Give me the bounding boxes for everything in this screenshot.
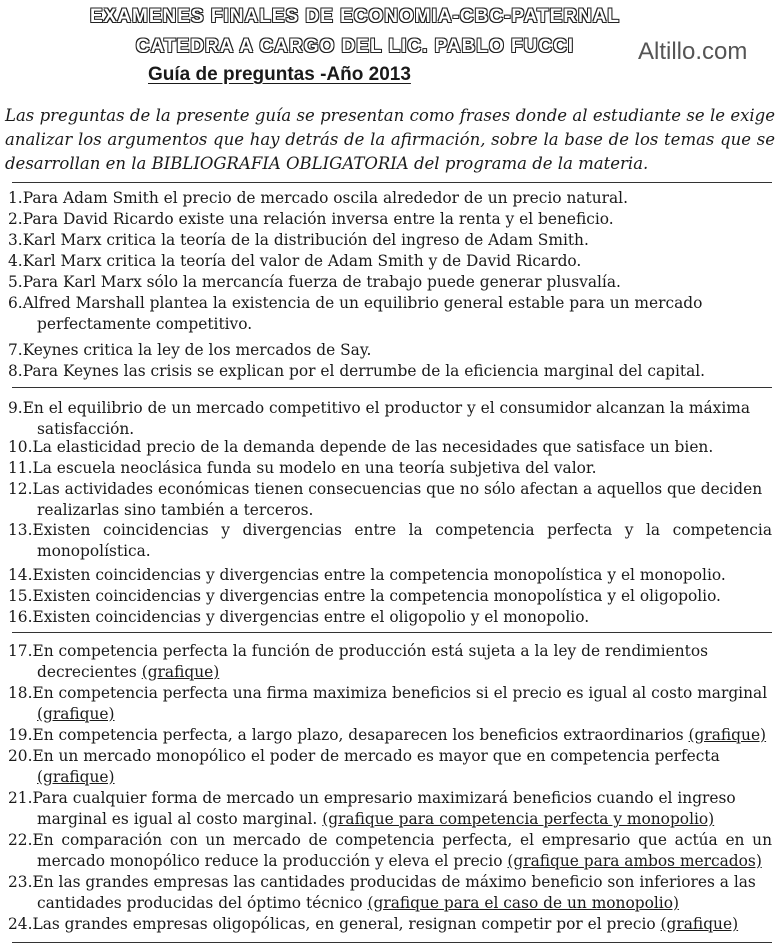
question-continuation (37, 851, 762, 871)
question-item (8, 479, 772, 499)
question-text: Para Adam Smith el precio de mercado oscila alrededor de un precio natural. (22, 189, 628, 207)
question-item (8, 683, 772, 703)
question-text: Existen coincidencias y divergencias entre la competencia monopolística y el oligopolio. (32, 587, 721, 605)
question-item (8, 272, 772, 292)
question-text: La elasticidad precio de la demanda depende de las necesidades que satisface un bien. (32, 438, 714, 456)
question-item (8, 361, 772, 381)
question-continuation (37, 767, 115, 787)
question-number: 7. (8, 341, 23, 359)
question-continuation (37, 314, 252, 334)
question-text: Para Karl Marx sólo la mercancía fuerza de trabajo puede generar plusvalía. (22, 273, 621, 291)
question-number: 6. (8, 294, 23, 312)
divider (12, 387, 772, 388)
question-item (8, 520, 772, 540)
question-text: mercado monopólico reduce la producción y eleva el precio (37, 852, 508, 870)
question-continuation (37, 541, 151, 561)
question-number: 24. (8, 915, 33, 933)
question-item (8, 251, 772, 271)
question-item (8, 437, 772, 457)
graph-instruction: (grafique) (37, 705, 115, 723)
question-item (8, 565, 772, 585)
question-text: monopolística. (37, 542, 151, 560)
question-item (8, 746, 772, 766)
header-title-line2: CATEDRA A CARGO DEL LIC. PABLO FUCCI (135, 36, 575, 57)
question-text: Para cualquier forma de mercado un empresario maximizará beneficios cuando el ingreso (32, 789, 736, 807)
question-text: En un mercado monopólico el poder de mercado es mayor que en competencia perfecta (32, 747, 720, 765)
question-number: 15. (8, 587, 33, 605)
question-item (8, 458, 772, 478)
question-text: perfectamente competitivo. (37, 315, 253, 333)
question-item (8, 293, 772, 313)
question-text: marginal es igual al costo marginal. (37, 810, 323, 828)
question-text: realizarlas sino también a terceros. (37, 501, 314, 519)
question-text: satisfacción. (37, 420, 135, 438)
question-number: 4. (8, 252, 23, 270)
question-number: 5. (8, 273, 23, 291)
question-text: Las actividades económicas tienen consecuencias que no sólo afectan a aquellos que deciden (32, 480, 763, 498)
question-number: 19. (8, 726, 33, 744)
question-item (8, 209, 772, 229)
question-text: En comparación con un mercado de competencia perfecta, el empresario que actúa en un (32, 831, 772, 849)
question-number: 17. (8, 642, 33, 660)
question-continuation (37, 419, 134, 439)
question-continuation (37, 704, 115, 724)
question-number: 10. (8, 438, 33, 456)
question-number: 14. (8, 566, 33, 584)
question-continuation (37, 809, 714, 829)
question-continuation (37, 893, 679, 913)
graph-instruction: (grafique) (660, 915, 739, 933)
divider (12, 182, 772, 183)
question-item (8, 586, 772, 606)
graph-instruction: (grafique) (37, 768, 115, 786)
question-number: 23. (8, 873, 33, 891)
question-text: En competencia perfecta, a largo plazo, desaparecen los beneficios extraordinarios (32, 726, 689, 744)
brand-watermark: Altillo.com (638, 38, 748, 65)
question-text: Existen coincidencias y divergencias entre la competencia perfecta y la competencia (32, 521, 772, 539)
question-item (8, 914, 772, 934)
question-number: 21. (8, 789, 33, 807)
question-text: decrecientes (37, 663, 142, 681)
question-number: 9. (8, 399, 23, 417)
question-text: Para Keynes las crisis se explican por el derrumbe de la eficiencia marginal del capital. (22, 362, 706, 380)
question-text: Keynes critica la ley de los mercados de Say. (22, 341, 372, 359)
question-text: Karl Marx critica la teoría de la distribución del ingreso de Adam Smith. (22, 231, 589, 249)
question-number: 1. (8, 189, 23, 207)
question-text: Para David Ricardo existe una relación inversa entre la renta y el beneficio. (22, 210, 614, 228)
intro-paragraph: Las preguntas de la presente guía se presentan como frases donde al estudiante se le exige analizar los argumentos que hay detrás de la afirmación, sobre la base de los temas que se desarrollan en la BIBLIOGRAFIA OBLIGATORIA del programa de la materia. (5, 106, 775, 173)
question-text: En competencia perfecta la función de producción está sujeta a la ley de rendimientos (32, 642, 708, 660)
header-title-line1: EXAMENES FINALES DE ECONOMIA-CBC-PATERNAL (89, 6, 621, 27)
question-item (8, 188, 772, 208)
graph-instruction: (grafique) (141, 663, 220, 681)
question-number: 12. (8, 480, 33, 498)
question-number: 8. (8, 362, 23, 380)
graph-instruction: (grafique para el caso de un monopolio) (367, 894, 679, 912)
question-text: cantidades producidas del óptimo técnico (37, 894, 368, 912)
question-text: Existen coincidencias y divergencias entre la competencia monopolística y el monopolio. (32, 566, 726, 584)
divider (12, 632, 772, 633)
question-item (8, 398, 772, 418)
question-item (8, 641, 772, 661)
question-continuation (37, 662, 219, 682)
question-text: La escuela neoclásica funda su modelo en una teoría subjetiva del valor. (32, 459, 597, 477)
question-item (8, 230, 772, 250)
question-item (8, 607, 772, 627)
graph-instruction: (grafique para ambos mercados) (507, 852, 762, 870)
question-number: 11. (8, 459, 33, 477)
question-item (8, 872, 772, 892)
divider (12, 942, 772, 943)
question-item (8, 788, 772, 808)
question-number: 22. (8, 831, 33, 849)
question-item (8, 830, 772, 850)
question-text: En las grandes empresas las cantidades producidas de máximo beneficio son inferiores a las (32, 873, 756, 891)
question-text: Existen coincidencias y divergencias entre el oligopolio y el monopolio. (32, 608, 590, 626)
header-subtitle: Guía de preguntas -Año 2013 (148, 64, 411, 85)
question-text: En competencia perfecta una firma maximiza beneficios si el precio es igual al costo marginal (32, 684, 768, 702)
question-text: En el equilibrio de un mercado competitivo el productor y el consumidor alcanzan la máxima (22, 399, 751, 417)
question-continuation (37, 500, 313, 520)
question-number: 3. (8, 231, 23, 249)
question-text: Las grandes empresas oligopólicas, en general, resignan competir por el precio (32, 915, 661, 933)
question-number: 2. (8, 210, 23, 228)
question-item (8, 340, 772, 360)
question-number: 16. (8, 608, 33, 626)
question-item (8, 725, 772, 745)
question-text: Alfred Marshall plantea la existencia de un equilibrio general estable para un mercado (22, 294, 703, 312)
question-text: Karl Marx critica la teoría del valor de Adam Smith y de David Ricardo. (22, 252, 582, 270)
graph-instruction: (grafique para competencia perfecta y monopolio) (322, 810, 715, 828)
question-number: 20. (8, 747, 33, 765)
question-number: 18. (8, 684, 33, 702)
question-number: 13. (8, 521, 33, 539)
graph-instruction: (grafique) (688, 726, 767, 744)
